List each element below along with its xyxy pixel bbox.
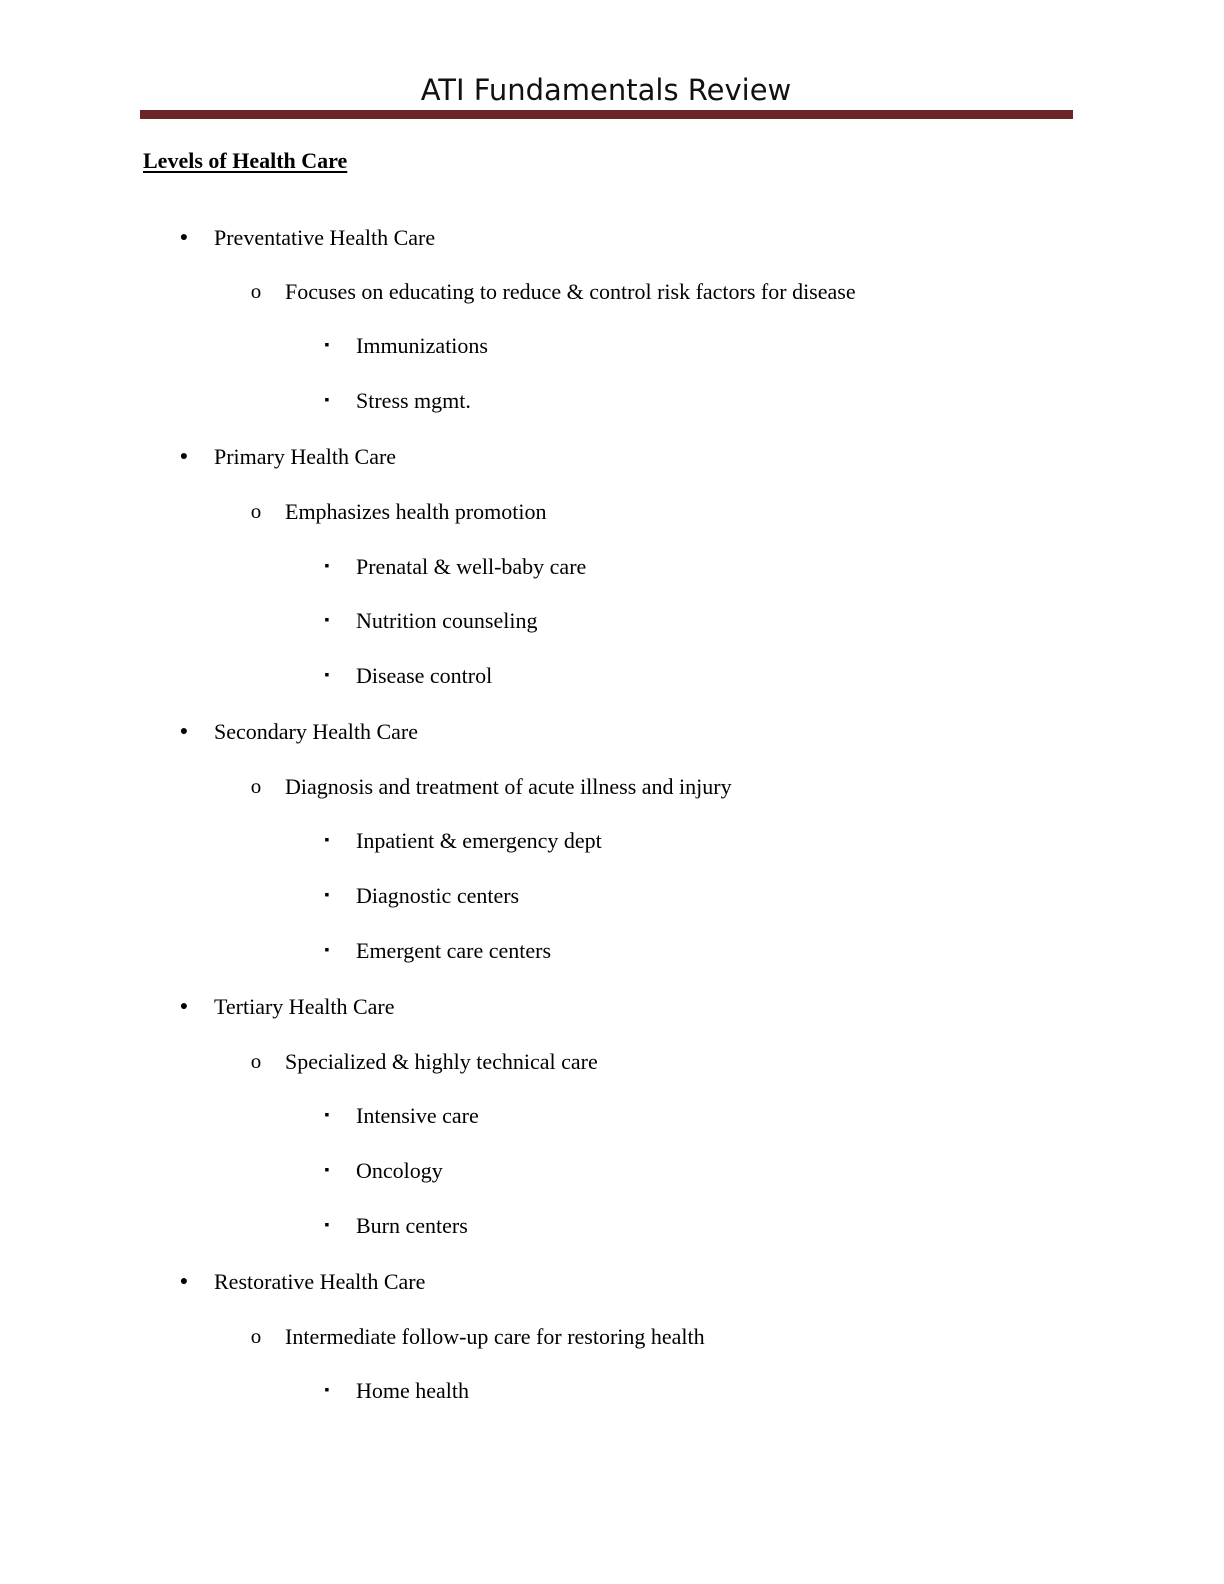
square-bullet-icon: ▪	[324, 613, 330, 628]
level-name: Primary Health Care	[214, 444, 397, 469]
level-example: Emergent care centers	[356, 938, 552, 963]
square-bullet-icon: ▪	[324, 1383, 330, 1398]
level-example: Intensive care	[356, 1103, 479, 1128]
square-bullet-icon: ▪	[324, 833, 330, 848]
filled-bullet-icon: ●	[179, 999, 189, 1014]
square-bullet-icon: ▪	[324, 888, 330, 903]
filled-bullet-icon: ●	[179, 724, 189, 739]
level-description: Diagnosis and treatment of acute illness and injury	[285, 774, 732, 799]
hollow-bullet-icon: o	[250, 774, 262, 798]
filled-bullet-icon: ●	[179, 230, 189, 245]
level-name: Secondary Health Care	[214, 719, 419, 744]
level-description: Intermediate follow-up care for restoring health	[285, 1324, 705, 1349]
hollow-bullet-icon: o	[250, 279, 262, 303]
level-description: Focuses on educating to reduce & control risk factors for disease	[285, 279, 856, 304]
level-name: Restorative Health Care	[214, 1269, 426, 1294]
square-bullet-icon: ▪	[324, 393, 330, 408]
level-example: Inpatient & emergency dept	[356, 828, 602, 853]
level-example: Nutrition counseling	[356, 608, 538, 633]
filled-bullet-icon: ●	[179, 449, 189, 464]
filled-bullet-icon: ●	[179, 1274, 189, 1289]
square-bullet-icon: ▪	[324, 668, 330, 683]
hollow-bullet-icon: o	[250, 1049, 262, 1073]
level-example: Oncology	[356, 1158, 443, 1183]
square-bullet-icon: ▪	[324, 1108, 330, 1123]
level-example: Immunizations	[356, 333, 488, 358]
document-title: ATI Fundamentals Review	[420, 73, 792, 107]
square-bullet-icon: ▪	[324, 1218, 330, 1233]
level-example: Burn centers	[356, 1213, 468, 1238]
section-heading: Levels of Health Care	[143, 148, 348, 173]
level-example: Prenatal & well-baby care	[356, 554, 587, 579]
level-name: Tertiary Health Care	[214, 994, 395, 1019]
level-description: Emphasizes health promotion	[285, 499, 547, 524]
level-example: Diagnostic centers	[356, 883, 520, 908]
level-example: Stress mgmt.	[356, 388, 471, 413]
square-bullet-icon: ▪	[324, 1163, 330, 1178]
hollow-bullet-icon: o	[250, 499, 262, 523]
hollow-bullet-icon: o	[250, 1324, 262, 1348]
square-bullet-icon: ▪	[324, 943, 330, 958]
square-bullet-icon: ▪	[324, 559, 330, 574]
square-bullet-icon: ▪	[324, 338, 330, 353]
level-description: Specialized & highly technical care	[285, 1049, 598, 1074]
level-example: Disease control	[356, 663, 493, 688]
level-name: Preventative Health Care	[214, 225, 436, 250]
level-example: Home health	[356, 1378, 470, 1403]
